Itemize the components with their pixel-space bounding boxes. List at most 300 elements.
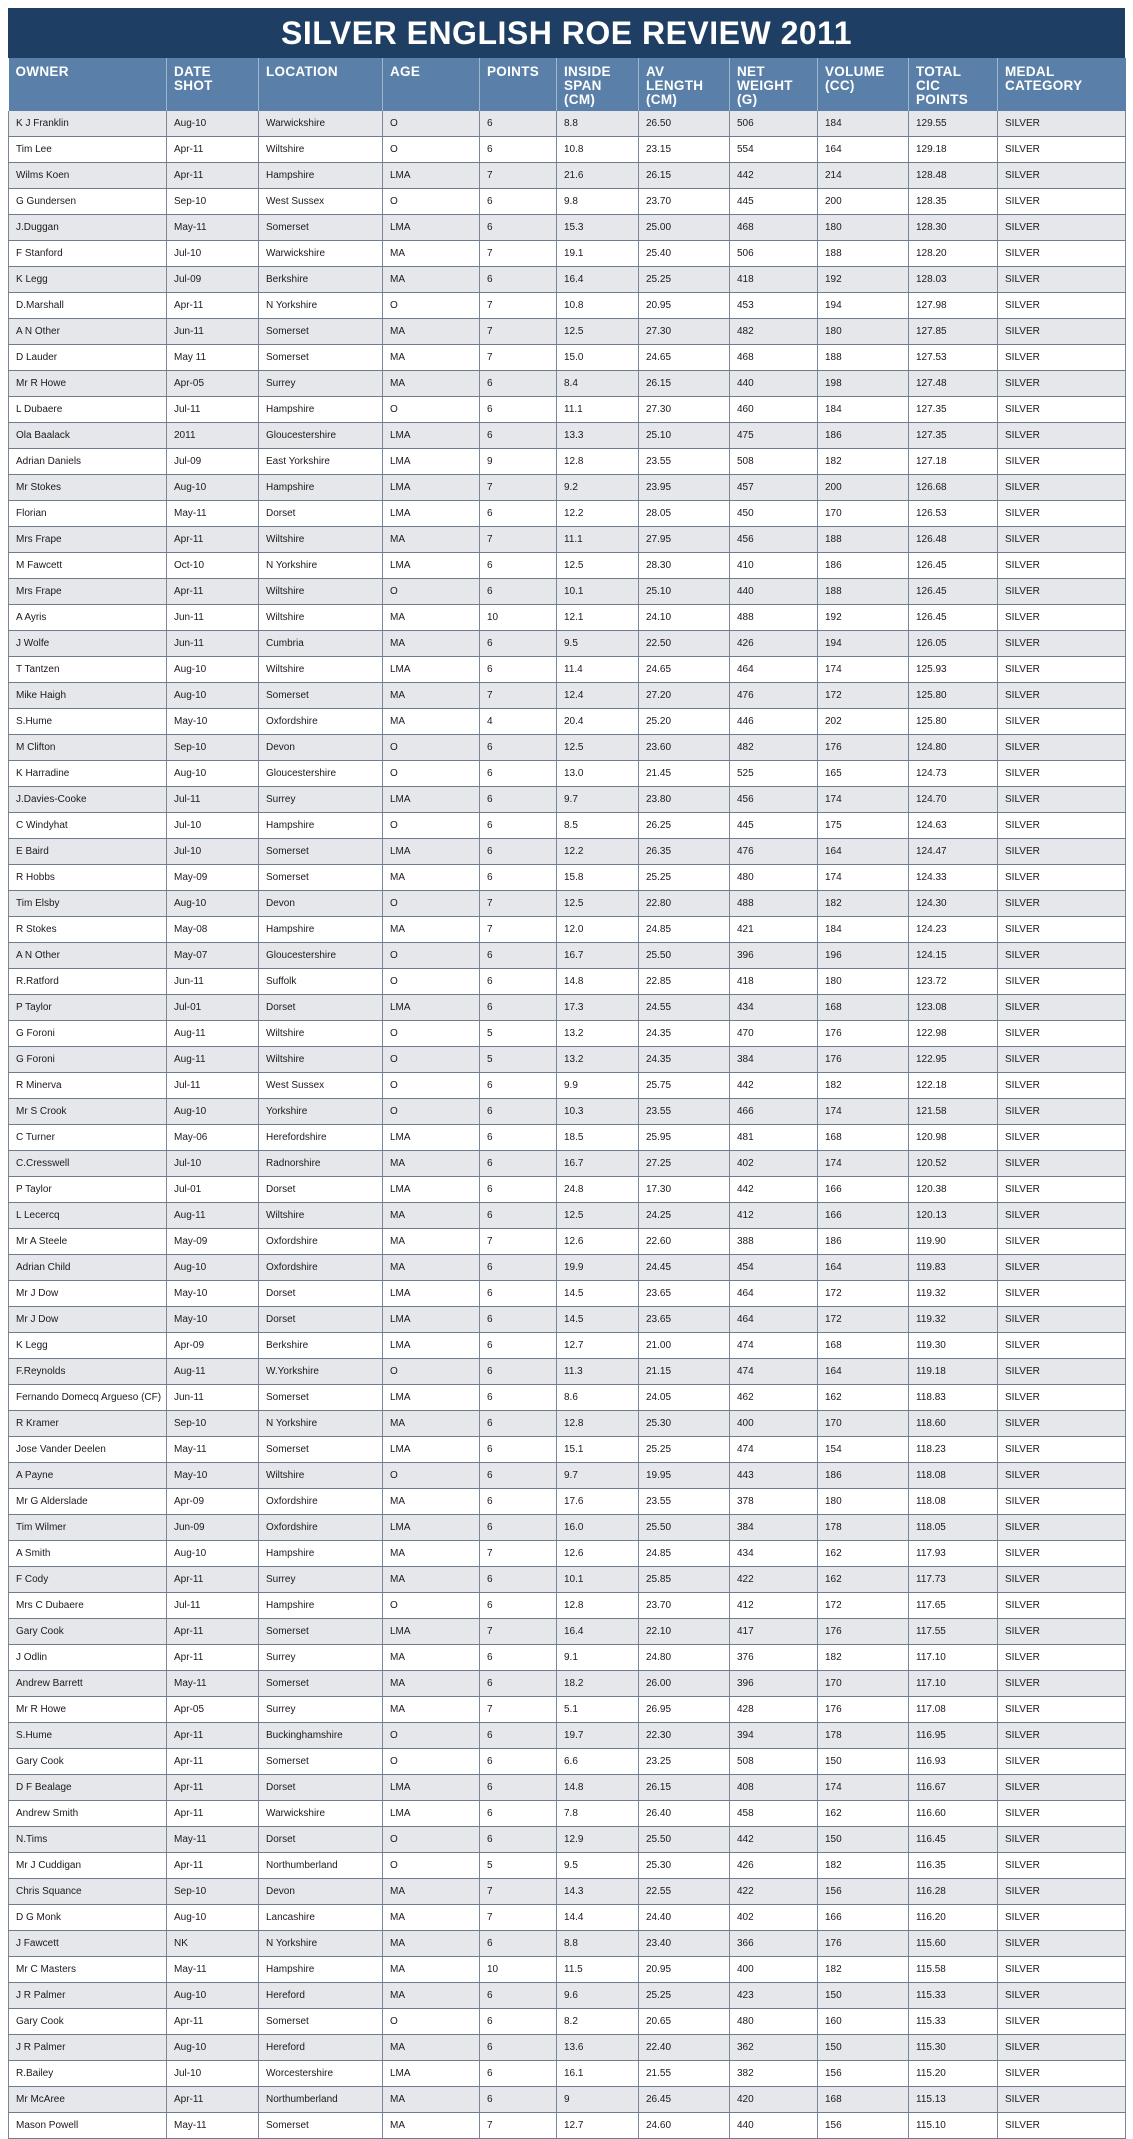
table-cell: 174	[818, 1775, 909, 1801]
table-cell: 156	[818, 2113, 909, 2139]
table-cell: 182	[818, 891, 909, 917]
table-cell: 21.6	[557, 163, 639, 189]
document-title: SILVER ENGLISH ROE REVIEW 2011	[8, 8, 1125, 58]
table-cell: 27.20	[639, 683, 730, 709]
table-cell: O	[383, 293, 480, 319]
table-cell: SILVER	[998, 1801, 1126, 1827]
table-cell: 124.80	[909, 735, 998, 761]
table-cell: Somerset	[259, 683, 383, 709]
table-cell: SILVER	[998, 709, 1126, 735]
table-cell: 18.2	[557, 1671, 639, 1697]
table-cell: 123.72	[909, 969, 998, 995]
table-cell: Jul-11	[167, 1593, 259, 1619]
table-cell: MA	[383, 1957, 480, 1983]
table-cell: 127.98	[909, 293, 998, 319]
table-cell: 126.45	[909, 605, 998, 631]
table-cell: O	[383, 1359, 480, 1385]
table-cell: 446	[730, 709, 818, 735]
table-cell: 11.3	[557, 1359, 639, 1385]
table-cell: 196	[818, 943, 909, 969]
table-cell: 26.95	[639, 1697, 730, 1723]
table-cell: 12.8	[557, 1593, 639, 1619]
table-cell: 418	[730, 267, 818, 293]
table-cell: 166	[818, 1203, 909, 1229]
table-cell: 174	[818, 1151, 909, 1177]
table-cell: 26.25	[639, 813, 730, 839]
table-cell: 150	[818, 2035, 909, 2061]
column-header	[557, 58, 639, 111]
table-cell: 6	[480, 1073, 557, 1099]
table-cell: 15.1	[557, 1437, 639, 1463]
table-cell: 12.1	[557, 605, 639, 631]
table-cell: SILVER	[998, 1333, 1126, 1359]
table-cell: 506	[730, 241, 818, 267]
table-cell: Hampshire	[259, 163, 383, 189]
table-cell: 174	[818, 1099, 909, 1125]
table-cell: MA	[383, 527, 480, 553]
table-cell: Apr-11	[167, 1723, 259, 1749]
table-cell: Warwickshire	[259, 241, 383, 267]
table-cell: 126.48	[909, 527, 998, 553]
table-cell: 7	[480, 2113, 557, 2139]
table-cell: Mr R Howe	[9, 371, 167, 397]
table-cell: MA	[383, 631, 480, 657]
table-cell: 12.7	[557, 1333, 639, 1359]
table-cell: 6	[480, 2061, 557, 2087]
table-cell: Andrew Barrett	[9, 1671, 167, 1697]
table-row	[9, 605, 1126, 631]
column-header	[383, 58, 480, 111]
table-cell: 8.8	[557, 1931, 639, 1957]
table-cell: 12.7	[557, 2113, 639, 2139]
table-cell: N Yorkshire	[259, 293, 383, 319]
table-cell: 525	[730, 761, 818, 787]
table-cell: Mike Haigh	[9, 683, 167, 709]
table-cell: M Fawcett	[9, 553, 167, 579]
table-cell: May 11	[167, 345, 259, 371]
table-row	[9, 215, 1126, 241]
table-cell: SILVER	[998, 1541, 1126, 1567]
table-cell: Jose Vander Deelen	[9, 1437, 167, 1463]
table-cell: G Gundersen	[9, 189, 167, 215]
table-cell: 176	[818, 1931, 909, 1957]
table-cell: SILVER	[998, 1489, 1126, 1515]
table-cell: SILVER	[998, 423, 1126, 449]
table-cell: 175	[818, 813, 909, 839]
table-cell: Aug-11	[167, 1021, 259, 1047]
table-cell: 6	[480, 2035, 557, 2061]
table-row	[9, 241, 1126, 267]
table-cell: Oct-10	[167, 553, 259, 579]
table-cell: 9.9	[557, 1073, 639, 1099]
table-cell: Apr-11	[167, 527, 259, 553]
table-cell: Apr-05	[167, 1697, 259, 1723]
table-cell: West Sussex	[259, 189, 383, 215]
table-cell: Surrey	[259, 1645, 383, 1671]
table-cell: Apr-11	[167, 137, 259, 163]
table-cell: MA	[383, 1229, 480, 1255]
column-header-line: AV	[646, 64, 665, 79]
table-row	[9, 1879, 1126, 1905]
table-cell: 6	[480, 1801, 557, 1827]
table-cell: Apr-05	[167, 371, 259, 397]
table-cell: MA	[383, 1879, 480, 1905]
table-cell: 6	[480, 2009, 557, 2035]
table-cell: SILVER	[998, 1411, 1126, 1437]
table-cell: R Hobbs	[9, 865, 167, 891]
table-cell: 464	[730, 1307, 818, 1333]
table-cell: 120.98	[909, 1125, 998, 1151]
table-cell: J R Palmer	[9, 2035, 167, 2061]
table-cell: 25.75	[639, 1073, 730, 1099]
table-cell: 16.0	[557, 1515, 639, 1541]
table-cell: O	[383, 891, 480, 917]
table-cell: 402	[730, 1905, 818, 1931]
column-header-line: VOLUME	[825, 64, 885, 79]
table-cell: 20.65	[639, 2009, 730, 2035]
table-cell: Tim Elsby	[9, 891, 167, 917]
table-cell: LMA	[383, 163, 480, 189]
table-cell: Warwickshire	[259, 1801, 383, 1827]
table-cell: 128.30	[909, 215, 998, 241]
table-cell: MA	[383, 2113, 480, 2139]
table-cell: SILVER	[998, 1749, 1126, 1775]
table-cell: 6	[480, 735, 557, 761]
table-cell: 384	[730, 1047, 818, 1073]
column-header-line: SPAN	[564, 78, 602, 93]
table-cell: Oxfordshire	[259, 1515, 383, 1541]
table-row	[9, 943, 1126, 969]
table-cell: SILVER	[998, 397, 1126, 423]
table-cell: J.Duggan	[9, 215, 167, 241]
table-cell: L Lecercq	[9, 1203, 167, 1229]
table-cell: 12.0	[557, 917, 639, 943]
table-cell: Ola Baalack	[9, 423, 167, 449]
table-row	[9, 839, 1126, 865]
table-cell: May-11	[167, 2113, 259, 2139]
table-cell: 23.25	[639, 1749, 730, 1775]
table-cell: 6	[480, 2087, 557, 2113]
table-cell: 450	[730, 501, 818, 527]
table-cell: 6	[480, 1567, 557, 1593]
table-cell: 124.70	[909, 787, 998, 813]
table-row	[9, 189, 1126, 215]
table-cell: 26.35	[639, 839, 730, 865]
table-cell: 21.00	[639, 1333, 730, 1359]
table-cell: 127.85	[909, 319, 998, 345]
column-header-line: AGE	[390, 64, 421, 79]
table-cell: 156	[818, 2061, 909, 2087]
table-cell: Hampshire	[259, 1593, 383, 1619]
table-cell: Somerset	[259, 1385, 383, 1411]
table-cell: SILVER	[998, 1931, 1126, 1957]
table-cell: 17.3	[557, 995, 639, 1021]
table-cell: 10.8	[557, 137, 639, 163]
table-cell: LMA	[383, 1281, 480, 1307]
table-cell: 23.70	[639, 1593, 730, 1619]
table-row	[9, 683, 1126, 709]
table-cell: Surrey	[259, 1697, 383, 1723]
table-cell: 384	[730, 1515, 818, 1541]
table-cell: 23.55	[639, 1099, 730, 1125]
table-cell: Hampshire	[259, 813, 383, 839]
table-cell: 462	[730, 1385, 818, 1411]
table-cell: 118.08	[909, 1463, 998, 1489]
table-cell: 12.6	[557, 1541, 639, 1567]
table-cell: Gary Cook	[9, 2009, 167, 2035]
table-cell: SILVER	[998, 657, 1126, 683]
table-cell: MA	[383, 1151, 480, 1177]
table-cell: 184	[818, 397, 909, 423]
table-cell: SILVER	[998, 1229, 1126, 1255]
table-cell: O	[383, 2009, 480, 2035]
table-cell: 156	[818, 1879, 909, 1905]
table-cell: Gloucestershire	[259, 423, 383, 449]
table-cell: SILVER	[998, 2087, 1126, 2113]
column-header	[480, 58, 557, 111]
table-cell: 170	[818, 1411, 909, 1437]
table-cell: MA	[383, 1931, 480, 1957]
table-cell: 6	[480, 969, 557, 995]
table-cell: Oxfordshire	[259, 1255, 383, 1281]
table-row	[9, 111, 1126, 137]
table-cell: 458	[730, 1801, 818, 1827]
table-cell: Aug-10	[167, 1983, 259, 2009]
table-cell: 11.4	[557, 657, 639, 683]
table-cell: 116.28	[909, 1879, 998, 1905]
table-cell: 14.8	[557, 1775, 639, 1801]
table-cell: 440	[730, 579, 818, 605]
table-cell: 115.10	[909, 2113, 998, 2139]
table-cell: 126.53	[909, 501, 998, 527]
table-cell: 188	[818, 527, 909, 553]
table-cell: May-10	[167, 709, 259, 735]
table-cell: SILVER	[998, 371, 1126, 397]
table-row	[9, 1827, 1126, 1853]
table-cell: 10.1	[557, 579, 639, 605]
table-cell: 24.45	[639, 1255, 730, 1281]
table-row	[9, 1021, 1126, 1047]
table-cell: 5	[480, 1047, 557, 1073]
table-cell: Surrey	[259, 787, 383, 813]
table-cell: Apr-11	[167, 1749, 259, 1775]
table-cell: 482	[730, 319, 818, 345]
table-cell: 7	[480, 1541, 557, 1567]
table-cell: 8.2	[557, 2009, 639, 2035]
table-cell: 188	[818, 345, 909, 371]
table-header-row	[9, 58, 1126, 111]
table-cell: O	[383, 1073, 480, 1099]
table-cell: SILVER	[998, 1827, 1126, 1853]
table-cell: MA	[383, 319, 480, 345]
table-cell: 124.73	[909, 761, 998, 787]
table-cell: 6	[480, 1333, 557, 1359]
table-row	[9, 1203, 1126, 1229]
table-cell: Apr-11	[167, 1619, 259, 1645]
table-row	[9, 1801, 1126, 1827]
table-cell: 26.15	[639, 371, 730, 397]
table-cell: O	[383, 1047, 480, 1073]
table-cell: 15.8	[557, 865, 639, 891]
table-cell: 22.30	[639, 1723, 730, 1749]
table-cell: A N Other	[9, 319, 167, 345]
table-cell: 118.60	[909, 1411, 998, 1437]
table-cell: 422	[730, 1567, 818, 1593]
table-cell: Jul-10	[167, 1151, 259, 1177]
table-cell: SILVER	[998, 345, 1126, 371]
table-cell: 25.50	[639, 1515, 730, 1541]
table-cell: Apr-09	[167, 1489, 259, 1515]
table-cell: 126.45	[909, 579, 998, 605]
table-cell: Mason Powell	[9, 2113, 167, 2139]
table-cell: 10	[480, 1957, 557, 1983]
table-cell: SILVER	[998, 1567, 1126, 1593]
table-cell: 12.5	[557, 553, 639, 579]
table-cell: 194	[818, 631, 909, 657]
table-row	[9, 2035, 1126, 2061]
table-cell: 26.00	[639, 1671, 730, 1697]
table-cell: 23.55	[639, 1489, 730, 1515]
table-cell: 14.3	[557, 1879, 639, 1905]
table-row	[9, 1307, 1126, 1333]
table-cell: SILVER	[998, 943, 1126, 969]
table-cell: 6	[480, 1255, 557, 1281]
column-header-line: POINTS	[916, 92, 969, 107]
table-row	[9, 1099, 1126, 1125]
table-cell: O	[383, 1593, 480, 1619]
table-cell: SILVER	[998, 1671, 1126, 1697]
table-row	[9, 865, 1126, 891]
table-cell: 412	[730, 1203, 818, 1229]
table-cell: 460	[730, 397, 818, 423]
table-cell: 480	[730, 865, 818, 891]
table-cell: Aug-10	[167, 657, 259, 683]
table-cell: Hampshire	[259, 917, 383, 943]
table-cell: 6	[480, 839, 557, 865]
table-cell: 10.1	[557, 1567, 639, 1593]
table-cell: Buckinghamshire	[259, 1723, 383, 1749]
table-cell: 24.25	[639, 1203, 730, 1229]
table-cell: 168	[818, 2087, 909, 2113]
column-header-line: OWNER	[15, 64, 69, 79]
table-cell: West Sussex	[259, 1073, 383, 1099]
table-cell: 25.25	[639, 865, 730, 891]
table-cell: Aug-10	[167, 1905, 259, 1931]
table-cell: Apr-11	[167, 2087, 259, 2113]
table-cell: Somerset	[259, 1619, 383, 1645]
table-cell: 164	[818, 137, 909, 163]
table-cell: 182	[818, 1853, 909, 1879]
table-cell: 400	[730, 1957, 818, 1983]
table-cell: Jul-01	[167, 995, 259, 1021]
table-cell: 25.85	[639, 1567, 730, 1593]
table-cell: 12.5	[557, 735, 639, 761]
table-cell: MA	[383, 345, 480, 371]
table-cell: 470	[730, 1021, 818, 1047]
table-cell: 126.05	[909, 631, 998, 657]
table-cell: 6	[480, 1125, 557, 1151]
table-cell: 25.20	[639, 709, 730, 735]
table-cell: 6	[480, 1931, 557, 1957]
table-body	[9, 111, 1126, 2139]
table-cell: 182	[818, 1073, 909, 1099]
table-cell: 128.20	[909, 241, 998, 267]
table-cell: Mr S Crook	[9, 1099, 167, 1125]
table-cell: 6	[480, 1645, 557, 1671]
table-cell: SILVER	[998, 1307, 1126, 1333]
table-cell: Somerset	[259, 319, 383, 345]
table-row	[9, 1281, 1126, 1307]
table-cell: 20.4	[557, 709, 639, 735]
table-cell: J Fawcett	[9, 1931, 167, 1957]
table-cell: 6	[480, 1359, 557, 1385]
table-cell: 117.08	[909, 1697, 998, 1723]
table-cell: 124.30	[909, 891, 998, 917]
table-cell: F.Reynolds	[9, 1359, 167, 1385]
table-cell: Tim Wilmer	[9, 1515, 167, 1541]
column-header-line: LENGTH	[646, 78, 704, 93]
table-cell: 6	[480, 1385, 557, 1411]
table-cell: 24.55	[639, 995, 730, 1021]
table-cell: 23.65	[639, 1281, 730, 1307]
table-cell: 14.5	[557, 1307, 639, 1333]
table-cell: 192	[818, 605, 909, 631]
table-cell: SILVER	[998, 475, 1126, 501]
table-cell: 180	[818, 215, 909, 241]
table-cell: 456	[730, 527, 818, 553]
table-cell: 6	[480, 1775, 557, 1801]
table-cell: LMA	[383, 2061, 480, 2087]
column-header	[998, 58, 1126, 111]
table-cell: Hampshire	[259, 397, 383, 423]
table-cell: MA	[383, 1541, 480, 1567]
table-cell: SILVER	[998, 2009, 1126, 2035]
table-cell: 17.6	[557, 1489, 639, 1515]
table-cell: LMA	[383, 1801, 480, 1827]
table-cell: 188	[818, 241, 909, 267]
table-cell: 120.13	[909, 1203, 998, 1229]
table-cell: 9	[557, 2087, 639, 2113]
table-cell: 13.2	[557, 1047, 639, 1073]
table-row	[9, 579, 1126, 605]
table-cell: 17.30	[639, 1177, 730, 1203]
table-cell: Mrs Frape	[9, 579, 167, 605]
table-cell: Aug-10	[167, 1255, 259, 1281]
table-cell: MA	[383, 709, 480, 735]
table-cell: Somerset	[259, 2009, 383, 2035]
table-cell: 7	[480, 163, 557, 189]
table-row	[9, 1671, 1126, 1697]
table-cell: 26.40	[639, 1801, 730, 1827]
table-cell: 9.8	[557, 189, 639, 215]
table-cell: 408	[730, 1775, 818, 1801]
table-cell: Hereford	[259, 2035, 383, 2061]
table-cell: 128.48	[909, 163, 998, 189]
table-cell: 22.60	[639, 1229, 730, 1255]
table-cell: SILVER	[998, 215, 1126, 241]
table-cell: 178	[818, 1723, 909, 1749]
table-cell: 362	[730, 2035, 818, 2061]
table-cell: O	[383, 943, 480, 969]
table-cell: MA	[383, 267, 480, 293]
table-cell: D G Monk	[9, 1905, 167, 1931]
table-cell: O	[383, 761, 480, 787]
table-cell: Wiltshire	[259, 579, 383, 605]
table-row	[9, 709, 1126, 735]
table-cell: Mr C Masters	[9, 1957, 167, 1983]
table-cell: MA	[383, 1697, 480, 1723]
table-cell: 6	[480, 1203, 557, 1229]
